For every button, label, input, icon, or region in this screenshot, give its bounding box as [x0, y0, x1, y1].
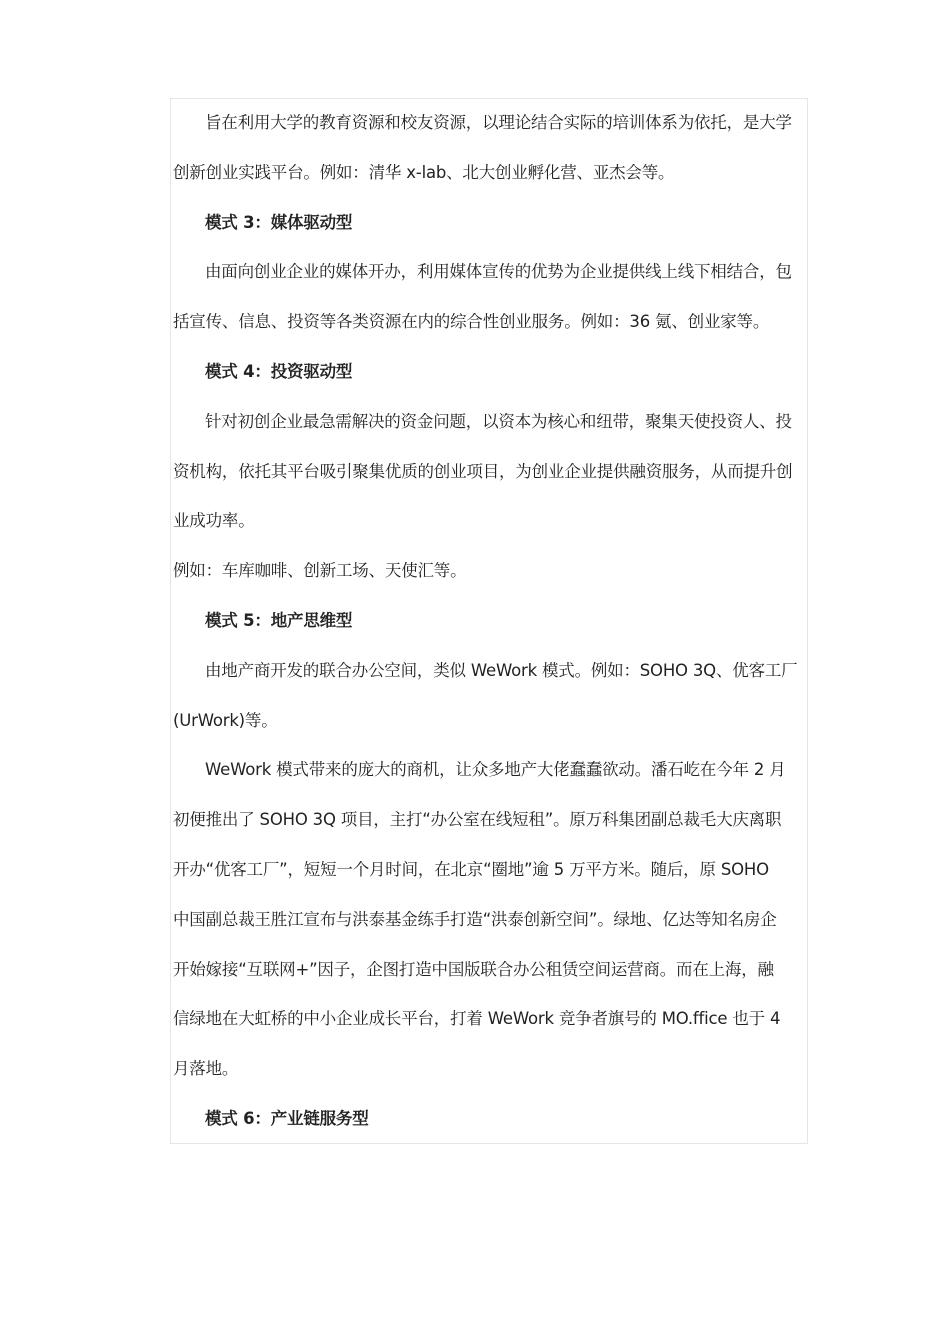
paragraph-line: 由地产商开发的联合办公空间，类似 WeWork 模式。例如：SOHO 3Q、优客工厂 — [205, 660, 798, 680]
paragraph-line: 创新创业实践平台。例如：清华 x-lab、北大创业孵化营、亚杰会等。 — [173, 162, 675, 182]
paragraph-line: 资机构，依托其平台吸引聚集优质的创业项目，为创业企业提供融资服务，从而提升创 — [173, 461, 793, 481]
paragraph-line: 月落地。 — [173, 1059, 239, 1079]
section-heading: 模式 5：地产思维型 — [205, 610, 353, 630]
paragraph-line: 中国副总裁王胜江宣布与洪泰基金练手打造“洪泰创新空间”。绿地、亿达等知名房企 — [173, 909, 777, 929]
paragraph-line: 信绿地在大虹桥的中小企业成长平台，打着 WeWork 竞争者旗号的 MO.ffice 也于 4 — [173, 1009, 781, 1029]
document-body — [173, 98, 813, 1144]
paragraph-line: (UrWork)等。 — [173, 710, 278, 730]
paragraph-line: 针对初创企业最急需解决的资金问题，以资本为核心和纽带，聚集天使投资人、投 — [205, 411, 792, 431]
paragraph-line: 由面向创业企业的媒体开办，利用媒体宣传的优势为企业提供线上线下相结合，包 — [205, 262, 792, 282]
paragraph-line: 开办“优客工厂”，短短一个月时间，在北京“圈地”逾 5 万平方米。随后，原 SOHO — [173, 859, 769, 879]
paragraph-line: 初便推出了 SOHO 3Q 项目，主打“办公室在线短租”。原万科集团副总裁毛大庆离职 — [173, 810, 782, 830]
paragraph-line: 例如：车库咖啡、创新工场、天使汇等。 — [173, 561, 467, 581]
paragraph-line: 旨在利用大学的教育资源和校友资源，以理论结合实际的培训体系为依托，是大学 — [205, 113, 792, 132]
section-heading: 模式 4：投资驱动型 — [205, 361, 353, 381]
paragraph-line: WeWork 模式带来的庞大的商机，让众多地产大佬蠢蠢欲动。潘石屹在今年 2 月 — [205, 760, 786, 780]
paragraph-line: 业成功率。 — [173, 511, 255, 531]
section-heading: 模式 3：媒体驱动型 — [205, 212, 353, 232]
section-heading: 模式 6：产业链服务型 — [205, 1108, 369, 1128]
paragraph-line: 括宣传、信息、投资等各类资源在内的综合性创业服务。例如：36 氪、创业家等。 — [173, 312, 770, 332]
paragraph-line: 开始嫁接“互联网+”因子，企图打造中国版联合办公租赁空间运营商。而在上海，融 — [173, 959, 774, 979]
